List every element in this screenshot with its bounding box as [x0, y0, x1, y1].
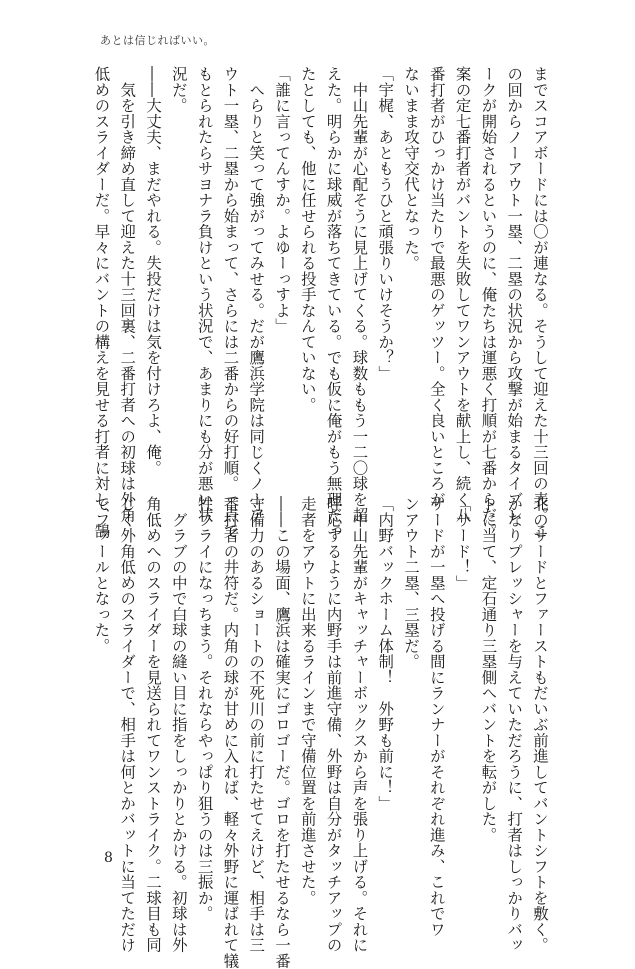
text-line: でファールとなった。: [92, 496, 111, 654]
text-line: 気を引き締め直して迎えた十三回裏、二番打者への初球は外角: [118, 66, 137, 523]
text-line: ークが開始されるというのに、俺たちは運悪く打順が七番からだ。: [479, 66, 498, 539]
text-line: サードが一塁へ投げる間にランナーがそれぞれ進み、これでワ: [427, 496, 446, 937]
text-line: じく外角低めのスライダーで、相手は何とかバットに当てただけ: [118, 496, 137, 953]
text-line: 「サード！」: [453, 496, 472, 591]
text-line: かなりプレッシャーを与えていただろうに、打者はしっかりバッ: [505, 496, 524, 953]
text-line: 北のサードとファーストもだいぶ前進してバントシフトを敷く。: [531, 496, 549, 953]
text-line: 況だ。: [169, 66, 188, 114]
text-line: 走者をアウトに出来るラインまで守備位置を前進させた。: [298, 496, 317, 906]
text-line: トに当て、定石通り三塁側へバントを転がした。: [479, 496, 498, 843]
text-line: 牲フライになっちまう。それならやっぱり狙うのは三振か。: [195, 496, 214, 922]
text-line: ――大丈夫、まだやれる。失投だけは気を付けろよ、俺。: [144, 66, 163, 476]
text-line: 番打者がひっかけ当たりで最悪のゲッツー。全く良いところが: [427, 66, 446, 507]
text-line: 低めのスライダーだ。早々にバントの構えを見せる打者に対し、鵠: [92, 66, 111, 539]
running-header: あとは信じればいい。: [100, 34, 215, 47]
text-line: もとられたらサヨナラ負けという状況で、あまりにも分が悪い状: [195, 66, 214, 523]
text-line: までスコアボードには〇が連なる。そうして迎えた十三回の表。こ: [531, 66, 549, 539]
text-line: 「宇梶、あともうひと頑張りいけそうか？」: [376, 66, 395, 381]
text-line: グラブの中で白球の縫い目に指をしっかりとかける。初球は外: [169, 496, 188, 953]
text-line: 中山先輩が心配そうに見上げてくる。球数ももう一二〇球を超: [350, 66, 369, 523]
text-line: ウト一塁、二塁から始まって、さらには二番からの好打順。一点で: [221, 66, 240, 539]
text-line: 呼応するように内野手は前進守備、外野は自分がタッチアップの: [324, 496, 343, 953]
text-line: へらりと笑って強がってみせる。だが鷹浜学院は同じくノーア: [247, 66, 266, 523]
text-line: えた。明らかに球威が落ちてきている。でも仮に俺がもう無理だっ: [324, 66, 343, 539]
body-text-upper-column: [92, 66, 552, 539]
text-line: ンアウト二塁、三塁だ。: [402, 496, 421, 670]
text-line: 番打者の井符だ。内角の球が甘めに入れば、軽々外野に運ばれて犠: [221, 496, 240, 969]
text-line: ――この場面、鷹浜は確実にゴロゴーだ。ゴロを打たせるなら一番: [273, 496, 292, 969]
text-line: たとしても、他に任せられる投手なんていない。: [298, 66, 317, 413]
body-text-lower-column: [92, 496, 552, 969]
text-line: の回からノーアウト一塁、二塁の状況から攻撃が始まるタイブレ: [505, 66, 524, 523]
text-line: 中山先輩がキャッチャーボックスから声を張り上げる。それに: [350, 496, 369, 953]
text-line: 案の定七番打者がバントを失敗してワンアウトを献上し、続く八: [453, 66, 472, 523]
text-line: 「内野バックホーム体制！ 外野も前に！」: [376, 496, 395, 811]
page-number: 8: [104, 850, 113, 866]
text-line: 「誰に言ってんすか。よゆーっすよ」: [273, 66, 292, 334]
text-line: 角低めへのスライダーを見送られてワンストライク。二球目も同: [144, 496, 163, 953]
text-line: ないまま攻守交代となった。: [402, 66, 421, 271]
text-line: 守備力のあるショートの不死川の前に打たせてえけど、相手は三: [247, 496, 266, 953]
